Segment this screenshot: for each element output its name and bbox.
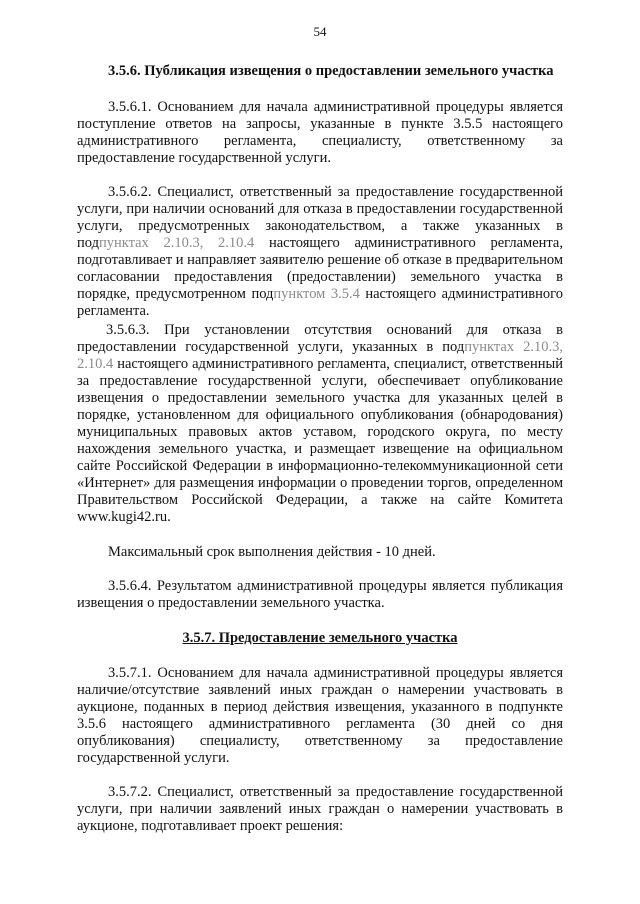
paragraph-3-5-6-2 bbox=[77, 184, 563, 320]
paragraph-3-5-6-3 bbox=[77, 322, 563, 526]
reference-link-2-10-3-b[interactable]: пунктах 2.10.3, 2.10.4 bbox=[77, 339, 563, 372]
paragraph-3-5-6-2-text-b: настоящего административного регламента, подготавливает и направляет заявителю решение об отказе в предварительном согласовании предоставления (предоставлении) земельного участка в порядке, предусмотренном под bbox=[77, 235, 563, 302]
paragraph-3-5-6-1: 3.5.6.1. Основанием для начала административной процедуры является поступление ответов на запросы, указанные в пункте 3.5.5 настоящего административного регламента, специалисту, ответственному за предоставление государственной услуги. bbox=[77, 99, 563, 166]
paragraph-3-5-6-4: 3.5.6.4. Результатом административной процедуры является публикация извещения о предоставлении земельного участка. bbox=[77, 578, 563, 611]
section-heading-3-5-7: 3.5.7. Предоставление земельного участка bbox=[182, 630, 458, 646]
section-heading-3-5-6: 3.5.6. Публикация извещения о предоставлении земельного участка bbox=[108, 63, 554, 79]
paragraph-max-term: Максимальный срок выполнения действия - 10 дней. bbox=[108, 544, 436, 560]
paragraph-3-5-7-2: 3.5.7.2. Специалист, ответственный за предоставление государственной услуги, при наличии заявлений иных граждан о намерении участвовать в аукционе, подготавливает проект решения: bbox=[77, 784, 563, 834]
reference-link-3-5-4[interactable]: пунктом 3.5.4 bbox=[273, 286, 360, 302]
paragraph-3-5-6-2-text-c: настоящего административного регламента. bbox=[77, 286, 563, 319]
paragraph-3-5-6-2-text-a: 3.5.6.2. Специалист, ответственный за предоставление государственной услуги, при наличии оснований для отказа в предоставлении государственной услуги, предусмотренных законодательством, а также указанных в под bbox=[77, 184, 563, 251]
paragraph-3-5-6-3-text-a: 3.5.6.3. При установлении отсутствия оснований для отказа в предоставлении государственной услуги, указанных в под bbox=[77, 322, 563, 355]
document-page bbox=[77, 24, 563, 884]
paragraph-3-5-6-3-text-b: настоящего административного регламента, специалист, ответственный за предоставление государственной услуги, обеспечивает опубликование извещения о предоставлении земельного участка для указанных целей в порядке, установленном для официального опубликования (обнародования) муниципальных правовых актов уставом, городского округа, по месту нахождения земельного участка, и размещает извещение на официальном сайте Российской Федерации в информационно-телекоммуникационной сети «Интернет» для размещения информации о проведении торгов, определенном Правительством Российской Федерации, а также на сайте Комитета www.kugi42.ru. bbox=[77, 356, 563, 525]
paragraph-3-5-7-1: 3.5.7.1. Основанием для начала административной процедуры является наличие/отсутствие заявлений иных граждан о намерении участвовать в аукционе, поданных в период действия извещения, указанного в подпункте 3.5.6 настоящего административного регламента (30 дней со дня опубликования) специалисту, ответственному за предоставление государственной услуги. bbox=[77, 665, 563, 766]
page-number: 54 bbox=[313, 24, 327, 39]
reference-link-2-10-3[interactable]: пунктах 2.10.3, 2.10.4 bbox=[98, 235, 255, 251]
